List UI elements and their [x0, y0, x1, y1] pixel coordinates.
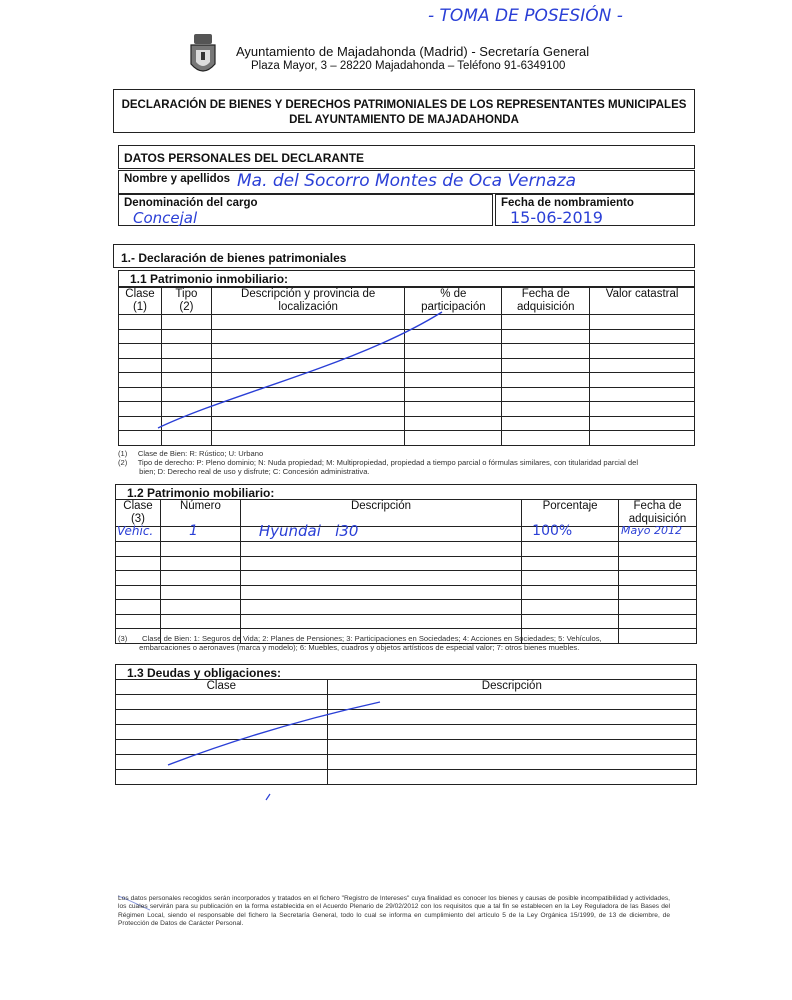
col-fecha-adquisicion: Fecha de adquisición: [502, 288, 590, 315]
table-row: [116, 542, 697, 557]
table-row: [116, 585, 697, 600]
table-row: [116, 769, 697, 784]
name-field-box: [118, 170, 695, 194]
cargo-field-box: [118, 194, 493, 226]
table-row: [116, 754, 697, 769]
row-descripcion: Hyundai i30: [258, 522, 359, 540]
table-row: [119, 402, 695, 417]
section-1-1-heading-box: [118, 270, 695, 287]
note-2-cont: bien; D: Derecho real de uso y disfrute; C: Concesión administrativa.: [118, 467, 370, 476]
section-1-heading-box: [113, 244, 695, 268]
section-1-1-heading: 1.1 Patrimonio inmobiliario:: [130, 272, 289, 286]
coat-of-arms-logo: [188, 32, 218, 78]
section-1-2-notes: [118, 634, 698, 652]
name-value: Ma. del Socorro Montes de Oca Vernaza: [237, 171, 577, 191]
header-line-2: Plaza Mayor, 3 – 28220 Majadahonda – Teléfono 91-6349100: [251, 60, 566, 72]
note-3: (3) Clase de Bien: 1: Seguros de Vida; 2: Planes de Pensiones; 3: Participaciones en Sociedades; 4: Acciones en Sociedades; 5: Vehículos,: [118, 634, 602, 643]
table-row: [116, 694, 697, 709]
coat-of-arms-icon: [188, 32, 218, 78]
section-1-notes: [118, 449, 698, 476]
row-numero: 1: [188, 523, 198, 539]
col-porcentaje: Porcentaje: [522, 500, 619, 527]
document-title-line-1: DECLARACIÓN DE BIENES Y DERECHOS PATRIMONIALES DE LOS REPRESENTANTES MUNICIPALES: [121, 99, 687, 111]
table-row: [119, 344, 695, 359]
table-row: [116, 527, 697, 542]
col-descripcion: Descripción y provincia de localización: [211, 288, 405, 315]
header-line-1: Ayuntamiento de Majadahonda (Madrid) - Secretaría General: [236, 44, 590, 59]
document-title-box: [113, 89, 695, 133]
fecha-nombramiento-value: 15-06-2019: [510, 208, 603, 227]
table-row: [119, 358, 695, 373]
col-tipo: Tipo (2): [161, 288, 211, 315]
table-row: [116, 571, 697, 586]
section-1-2-heading-box: [115, 484, 697, 500]
table-row: [119, 329, 695, 344]
fecha-nombramiento-label: Fecha de nombramiento: [501, 197, 634, 209]
section-1-heading: 1.- Declaración de bienes patrimoniales: [121, 251, 347, 265]
table-row: [119, 387, 695, 402]
table-row: [119, 431, 695, 446]
col-fecha-adquisicion: Fecha de adquisición: [619, 500, 697, 527]
col-clase: Clase (1): [119, 288, 162, 315]
col-numero: Número: [160, 500, 240, 527]
table-row: [119, 416, 695, 431]
col-descripcion: Descripción: [327, 680, 696, 695]
section-1-3-heading-box: [115, 664, 697, 680]
col-clase: Clase: [116, 680, 328, 695]
footer-privacy-text: Los datos personales recogidos serán incorporados y tratados en el fichero "Registro de Intereses" cuya finalidad es conocer los bienes y causas de posible incompatibilidad y actividades, los cuales servirán para su publicación en la forma establecida en el Acuerdo Plenario de 29/02/2012 con los requisitos que a tal fin se establecen en la Ley Reguladora de las Bases del Régimen Local, siendo el responsable del fichero la Secretaría General, todo lo cual se informa en cumplimiento del artículo 5 de la Ley Orgánica 15/1999, de 13 de diciembre, de Protección de Datos de Carácter Personal.: [118, 895, 670, 927]
table-row: [116, 739, 697, 754]
cargo-value: Concejal: [133, 209, 198, 227]
col-clase: Clase (3): [116, 500, 161, 527]
cargo-label: Denominación del cargo: [124, 197, 258, 209]
mobiliario-table: [115, 499, 697, 644]
pen-mark: [266, 794, 270, 800]
note-3-cont: embarcaciones o aeronaves (marca y modelo); 6: Muebles, cuadros y objetos artísticos de especial valor; 7: otros bienes muebles.: [118, 643, 580, 652]
fecha-nombramiento-box: [495, 194, 695, 226]
table-row: [116, 614, 697, 629]
name-label: Nombre y apellidos: [124, 173, 231, 185]
section-1-2-heading: 1.2 Patrimonio mobiliario:: [127, 486, 275, 500]
row-porcentaje: 100%: [532, 523, 573, 539]
table-row: [116, 556, 697, 571]
table-row: [119, 373, 695, 388]
row-fecha: Mayo 2012: [621, 524, 682, 537]
col-participacion: % de participación: [405, 288, 502, 315]
col-descripcion: Descripción: [240, 500, 521, 527]
table-row: [116, 709, 697, 724]
table-row: [119, 315, 695, 330]
inmobiliario-table: [118, 287, 695, 446]
handwritten-annotation: - TOMA DE POSESIÓN -: [428, 6, 623, 26]
personal-data-heading-box: [118, 145, 695, 169]
note-2: (2) Tipo de derecho: P: Pleno dominio; N: Nuda propiedad; M: Multipropiedad, propiedad a tiempo parcial o fórmulas similares, con titularidad parcial del: [118, 458, 639, 467]
table-row: [116, 600, 697, 615]
note-1: (1) Clase de Bien: R: Rústico; U: Urbano: [118, 449, 264, 458]
row-clase: Vehic.: [117, 524, 154, 538]
col-valor-catastral: Valor catastral: [590, 288, 695, 315]
personal-data-heading: DATOS PERSONALES DEL DECLARANTE: [124, 151, 365, 165]
deudas-table: [115, 679, 697, 785]
section-1-3-heading: 1.3 Deudas y obligaciones:: [127, 666, 282, 680]
document-title-line-2: DEL AYUNTAMIENTO DE MAJADAHONDA: [289, 114, 519, 126]
table-row: [116, 724, 697, 739]
